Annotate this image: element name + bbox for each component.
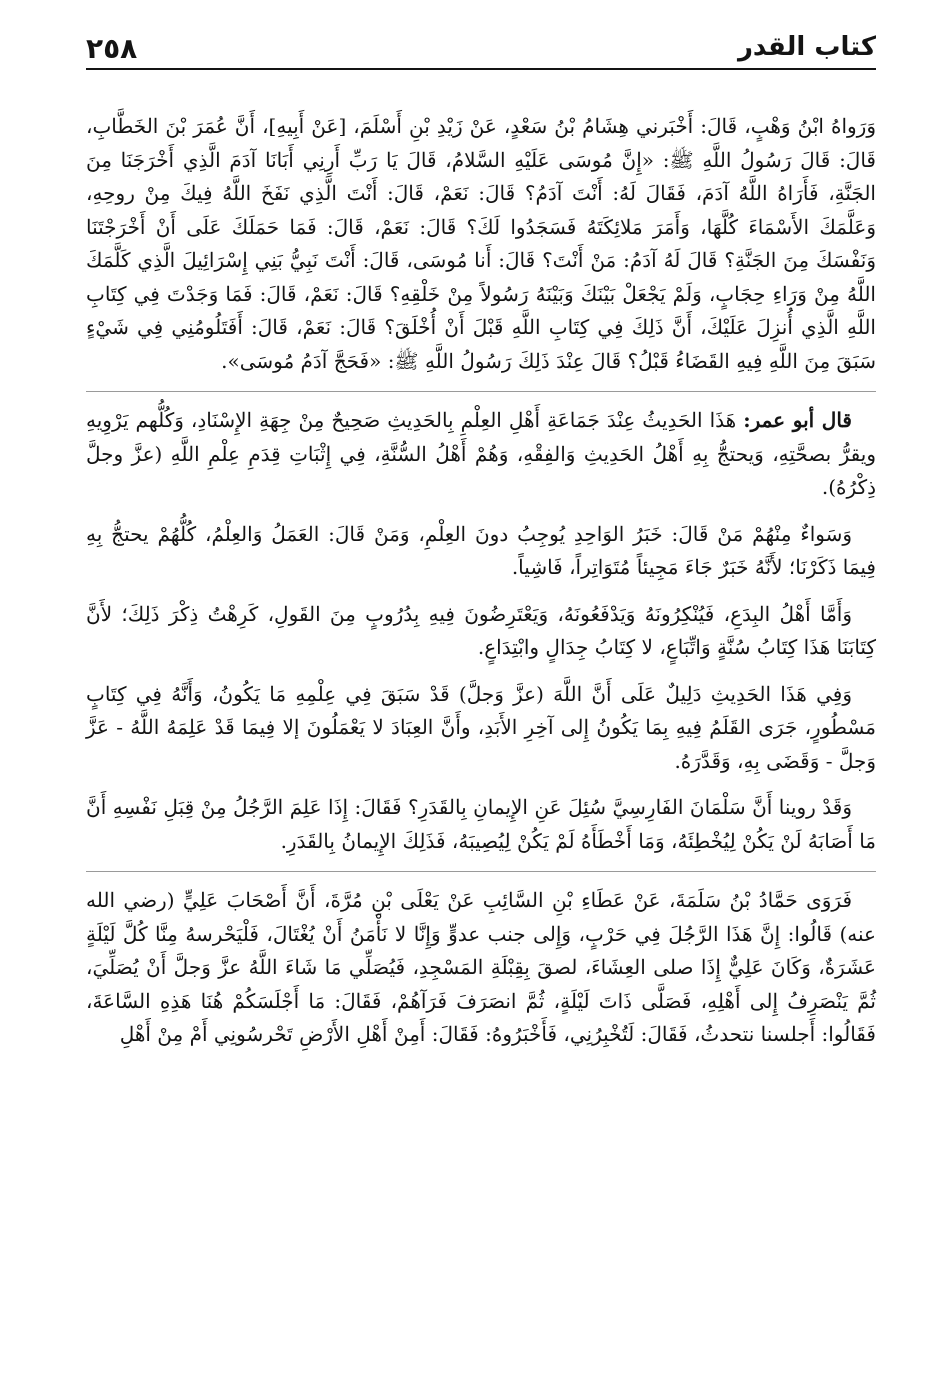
page-body [86,110,876,1065]
paragraph-dalil [86,678,876,779]
paragraph-text: وَفِي هَذَا الحَدِيثِ دَلِيلٌ عَلَى أَنَّ اللَّهَ (عزَّ وَجلَّ) قَدْ سَبَقَ فِي عِلْمِهِ مَا يَكُونُ، وَأَنَّهُ فِي كِتَابٍ مَسْطُورٍ، جَرَى القَلَمُ فِيهِ بِمَا يَكُونُ إِلى آخِرِ الأَبَدِ، وأَنَّ العِبَادَ لا يَعْمَلُونَ إلا فِيمَا قَدْ عَلِمَهُ اللَّهُ - عَزَّ وَجلَّ - وَقَضَى بِهِ، وَقَدَّرَهُ. [86,681,876,773]
paragraph-hammad [86,884,876,1052]
section-divider [86,871,876,872]
paragraph-salman [86,791,876,858]
paragraph-ahl-bida [86,598,876,665]
paragraph-lead: قال أبو عمر: [743,408,852,432]
paragraph-text: وَرَواهُ ابْنُ وَهْبٍ، قَالَ: أَخْبَرني هِشَامُ بْنُ سَعْدٍ، عَنْ زَيْدِ بْنِ أَسْلَمَ، [عَنْ أَبِيهِ]، أَنَّ عُمَرَ بْنَ الخَطَّابِ، قَالَ: قَالَ رَسُولُ اللَّهِ ﷺ: «إِنَّ مُوسَى عَلَيْهِ السَّلامُ، قَالَ يَا رَبِّ أَرِنِي أَبَانَا آدَمَ الَّذِي أَخْرَجَنَا مِنَ الجَنَّةِ، فَأَرَاهُ اللَّهُ آدَمَ، فَقَالَ لَهُ: أَنْتَ آدَمُ؟ قَالَ: نَعَمْ، قَالَ: أَنْتَ الَّذِي نَفَخَ اللَّهُ فِيكَ مِنْ روحِهِ، وَعَلَّمَكَ الأَسْمَاءَ كُلَّهَا، وَأَمَرَ مَلائِكَتَهُ فَسَجَدُوا لَكَ؟ قَالَ: نَعَمْ، قَالَ: فَمَا حَمَلَكَ عَلَى أَنْ أَخْرَجْتَنَا وَنَفْسَكَ مِنَ الجَنَّةِ؟ قَالَ لَهُ آدَمُ: مَنْ أَنْتَ؟ قَالَ: أَنا مُوسَى، قَالَ: أَنْتَ نَبِيُّ بَنِي إِسْرَائِيلَ الَّذِي كَلَّمَكَ اللَّهُ مِنْ وَرَاءِ حِجَابٍ، وَلَمْ يَجْعَلْ بَيْنَكَ وَبَيْنَهُ رَسُولاً مِنْ خَلْقِهِ؟ قَالَ: نَعَمْ، قَالَ: فَمَا وَجَدْتَ فِي كِتَابِ اللَّهِ الَّذِي أُنزِلَ عَلَيْكَ، أَنَّ ذَلِكَ فِي كِتَابِ اللَّهِ قَبْلَ أَنْ أُخْلَقَ؟ قَالَ: نَعَمْ، قَالَ: أَفَتَلُومُنِي فِي شَيْءٍ سَبَقَ مِنَ اللَّهِ فِيهِ القَضَاءُ قَبْلُ؟ قَالَ عِنْدَ ذَلِكَ رَسُولُ اللَّهِ ﷺ: «فَحَجَّ آدَمُ مُوسَى». [86,114,876,373]
running-title: كتاب القدر [737,32,876,62]
page-number: ٢٥٨ [86,32,138,65]
paragraph-text: وَسَواءٌ مِنْهُمْ مَنْ قَالَ: خَبَرُ الوَاحِدِ يُوجِبُ دونَ العِلْمِ، وَمَنْ قَالَ: العَمَلُ وَالعِلْمُ، كُلُّهُمْ يحتجُّ بِهِ فِيمَا ذَكَرْنَا؛ لأَنَّهُ خَبَرٌ جَاءَ مَجِيئاً مُتَوَاتِراً، فَاشِياً. [86,521,876,579]
paragraph-text: هَذَا الحَدِيثُ عِنْدَ جَمَاعَةِ أَهْلِ العِلْمِ بِالحَدِيثِ صَحِيحٌ مِنْ جِهَةِ الإِسْنَادِ، وَكُلُّهم يَرْوِيهِ ويقرُّ بصحَّتِهِ، وَيحتجُّ بِهِ أَهْلُ الحَدِيثِ وَالفِقْهِ، وَهُمْ أَهْلُ السُّنَّةِ، فِي إِثْبَاتِ قِدَمِ عِلْمِ اللَّهِ (عزَّ وجلَّ ذِكْرُهُ). [86,408,876,499]
paragraph-hadith [86,110,876,378]
paragraph-khabar-wahid [86,518,876,585]
section-divider [86,391,876,392]
paragraph-text: وَقَدْ روينا أَنَّ سَلْمَانَ الفَارِسِيَّ سُئِلَ عَنِ الإِيمانِ بِالقَدَرِ؟ فَقَالَ: إِذَا عَلِمَ الرَّجُلُ مِنْ قِبَلِ نَفْسِهِ أَنَّ مَا أَصَابَهُ لَنْ يَكُنْ لِيُخْطِئَهُ، وَمَا أَخْطَأَهُ لَمْ يَكُنْ لِيُصِيبَهُ، فَذَلِكَ الإِيمانُ بِالقَدَرِ. [86,795,876,853]
page-header [86,28,876,70]
paragraph-text: فَرَوَى حَمَّادُ بْنُ سَلَمَةَ، عَنْ عَطَاءِ بْنِ السَّائِبِ عَنْ يَعْلَى بْنِ مُرَّةَ، أَنَّ أَصْحَابَ عَلِيٍّ (رضي الله عنه) قَالُوا: إِنَّ هَذَا الرَّجُلَ فِي حَرْبٍ، وَإِلى جنب عدوٍّ وَإِنَّا لا نَأْمَنُ أَنْ يُغْتَالَ، فَلْيَحْرسهُ مِنَّا كُلَّ لَيْلَةٍ عَشَرَةٌ، وَكَانَ عَلِيٌّ إِذَا صلى العِشَاءَ، لصقَ بِقِبْلَةِ المَسْجِدِ، فَيُصَلِّي مَا شَاءَ اللَّهُ عزَّ وَجلَّ أَنْ يُصَلِّيَ، ثُمَّ يَنْصَرِفُ إِلى أَهْلِهِ، فَصَلَّى ذَاتَ لَيْلَةٍ، ثُمَّ انصَرَفَ فَرَآهُمْ، فَقَالَ: مَا أَجْلَسَكُمْ هُنَا هَذِهِ السَّاعَةَ، فَقَالُوا: أَجلسنا نتحدثُ، فَقَالَ: لَتُخْبِرُنِي، فَأَخْبَرُوهُ: فَقَالَ: أَمِنْ أَهْلِ الأَرْضِ تَحْرسُونِي أَمْ مِنْ أَهْلِ [86,888,876,1046]
paragraph-abu-umar [86,404,876,505]
paragraph-text: وَأَمَّا أَهْلُ البِدَعِ، فَيُنْكِرُونَهُ وَيَدْفَعُونَهُ، وَيَعْتَرِضُونَ فِيهِ بِدُرُوبٍ مِنَ القَولِ، كَرِهْتُ ذِكْرَ ذَلِكَ؛ لأَنَّ كِتَابَنَا هَذَا كِتَابُ سُنَّةٍ وَاتِّبَاعٍ، لا كِتَابُ جِدَالٍ وابْتِدَاعٍ. [86,601,876,659]
